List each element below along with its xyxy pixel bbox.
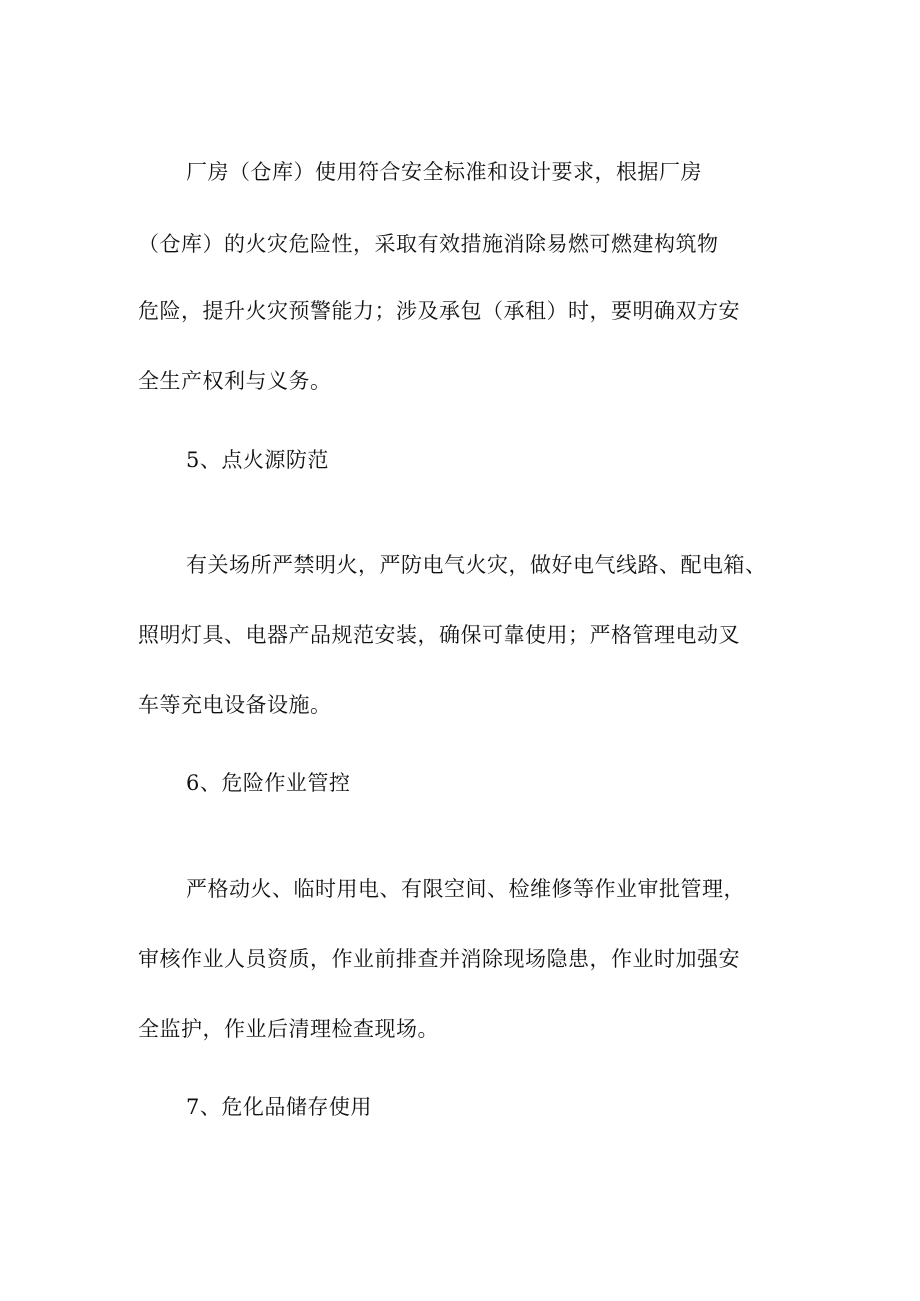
section-heading: 6、危险作业管控	[186, 771, 351, 795]
paragraph-line: 车等充电设备设施。	[138, 693, 332, 717]
paragraph-line: 厂房（仓库）使用符合安全标准和设计要求，根据厂房	[186, 160, 702, 184]
section-heading: 7、危化品储存使用	[186, 1095, 372, 1119]
paragraph-line: 全监护，作业后清理检查现场。	[138, 1017, 439, 1041]
paragraph-line: 照明灯具、电器产品规范安装，确保可靠使用；严格管理电动叉	[138, 623, 740, 647]
paragraph-line: 危险，提升火灾预警能力；涉及承包（承租）时，要明确双方安	[138, 299, 740, 323]
paragraph-line: 有关场所严禁明火，严防电气火灾，做好电气线路、配电箱、	[186, 553, 767, 577]
paragraph-line: （仓库）的火灾危险性，采取有效措施消除易燃可燃建构筑物	[138, 232, 719, 256]
paragraph-line: 严格动火、临时用电、有限空间、检维修等作业审批管理，	[186, 877, 745, 901]
paragraph-line: 审核作业人员资质，作业前排查并消除现场隐患，作业时加强安	[138, 947, 740, 971]
paragraph-line: 全生产权利与义务。	[138, 369, 332, 393]
section-heading: 5、点火源防范	[186, 448, 329, 472]
